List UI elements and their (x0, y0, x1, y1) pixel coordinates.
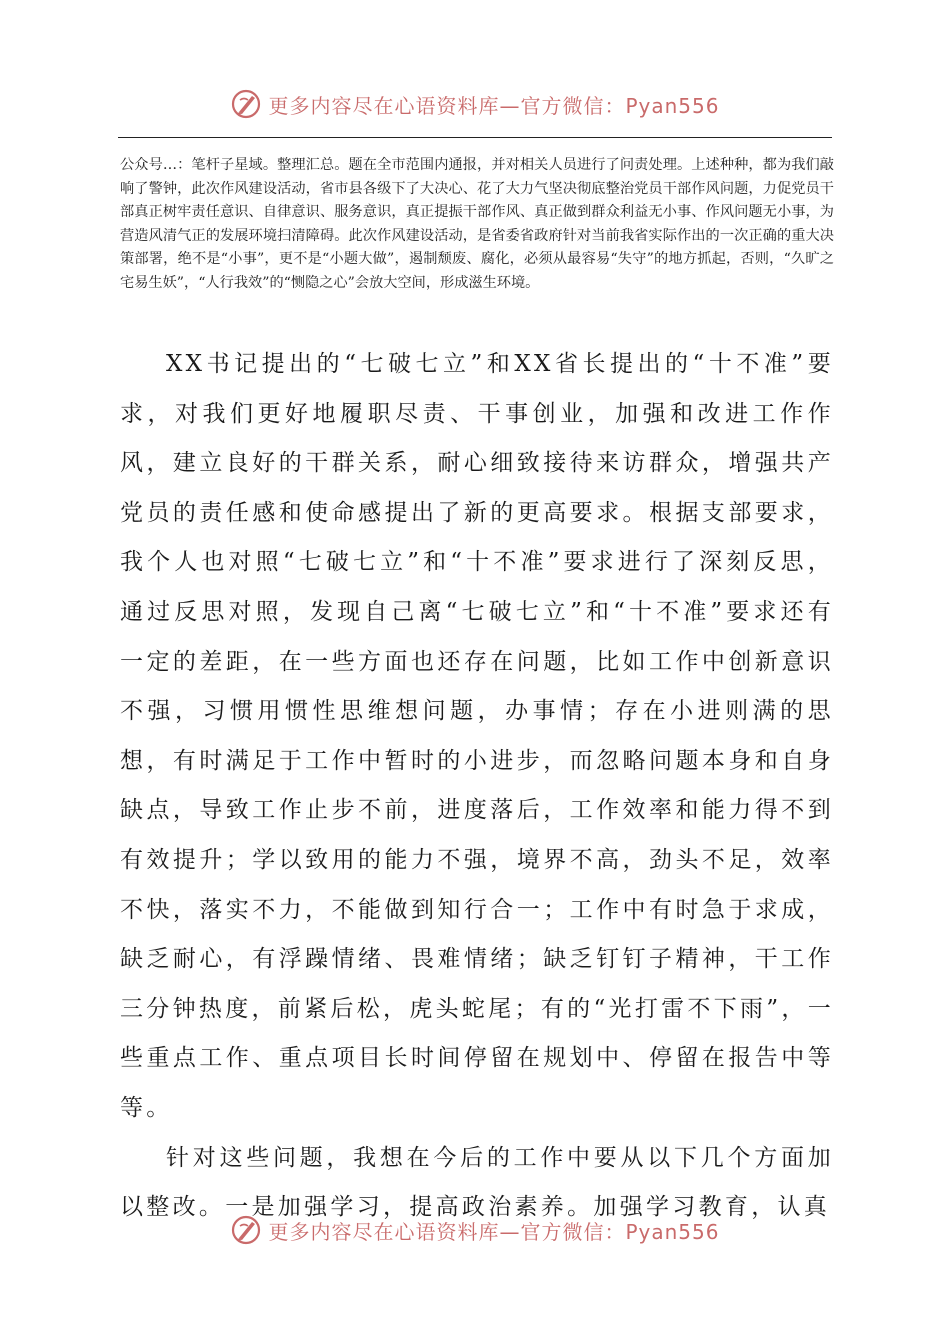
header-watermark (0, 84, 950, 124)
pen-circle-logo-icon (230, 1214, 262, 1246)
pen-circle-logo-icon (230, 88, 262, 120)
body-paragraph-2: 针对这些问题，我想在今后的工作中要从以下几个方面加以整改。一是加强学习，提高政治素养。加强学习教育，认真 (120, 1144, 834, 1221)
footer-watermark (0, 1210, 950, 1250)
intro-paragraph: 公众号…：笔杆子星域。整理汇总。题在全市范围内通报，并对相关人员进行了问责处理。上述种种，都为我们敲响了警钟，此次作风建设活动，省市县各级下了大决心、花了大力气坚决彻底整治党员干部作风问题，力促党员干部真正树牢责任意识、自律意识、服务意识，真正提振干部作风、真正做到群众利益无小事、作风问题无小事，为营造风清气正的发展环境扫清障碍。此次作风建设活动，是省委省政府针对当前我省实际作出的一次正确的重大决策部署，绝不是“小事”，更不是“小题大做”，遏制颓废、腐化，必须从最容易“失守”的地方抓起，否则，“久旷之宅易生妖”，“人行我效”的“恻隐之心”会放大空间，形成滋生环境。 (120, 157, 834, 291)
watermark-text: 更多内容尽在心语资料库—官方微信：Pyan556 (268, 1219, 720, 1244)
watermark-text: 更多内容尽在心语资料库—官方微信：Pyan556 (268, 93, 720, 118)
header-divider (118, 137, 832, 138)
body-paragraph-1: XX书记提出的“七破七立”和XX省长提出的“十不准”要求，对我们更好地履职尽责、干事创业，加强和改进工作作风，建立良好的干群关系，耐心细致接待来访群众，增强共产党员的责任感和使命感提出了新的更高要求。根据支部要求，我个人也对照“七破七立”和“十不准”要求进行了深刻反思，通过反思对照，发现自己离“七破七立”和“十不准”要求还有一定的差距，在一些方面也还存在问题，比如工作中创新意识不强，习惯用惯性思维想问题，办事情；存在小进则满的思想，有时满足于工作中暂时的小进步，而忽略问题本身和自身缺点，导致工作止步不前，进度落后，工作效率和能力得不到有效提升；学以致用的能力不强，境界不高，劲头不足，效率不快，落实不力，不能做到知行合一；工作中有时急于求成，缺乏耐心，有浮躁情绪、畏难情绪；缺乏钉钉子精神，干工作三分钟热度，前紧后松，虎头蛇尾；有的“光打雷不下雨”，一些重点工作、重点项目长时间停留在规划中、停留在报告中等等。 (120, 351, 834, 1121)
document-body (120, 340, 834, 1233)
